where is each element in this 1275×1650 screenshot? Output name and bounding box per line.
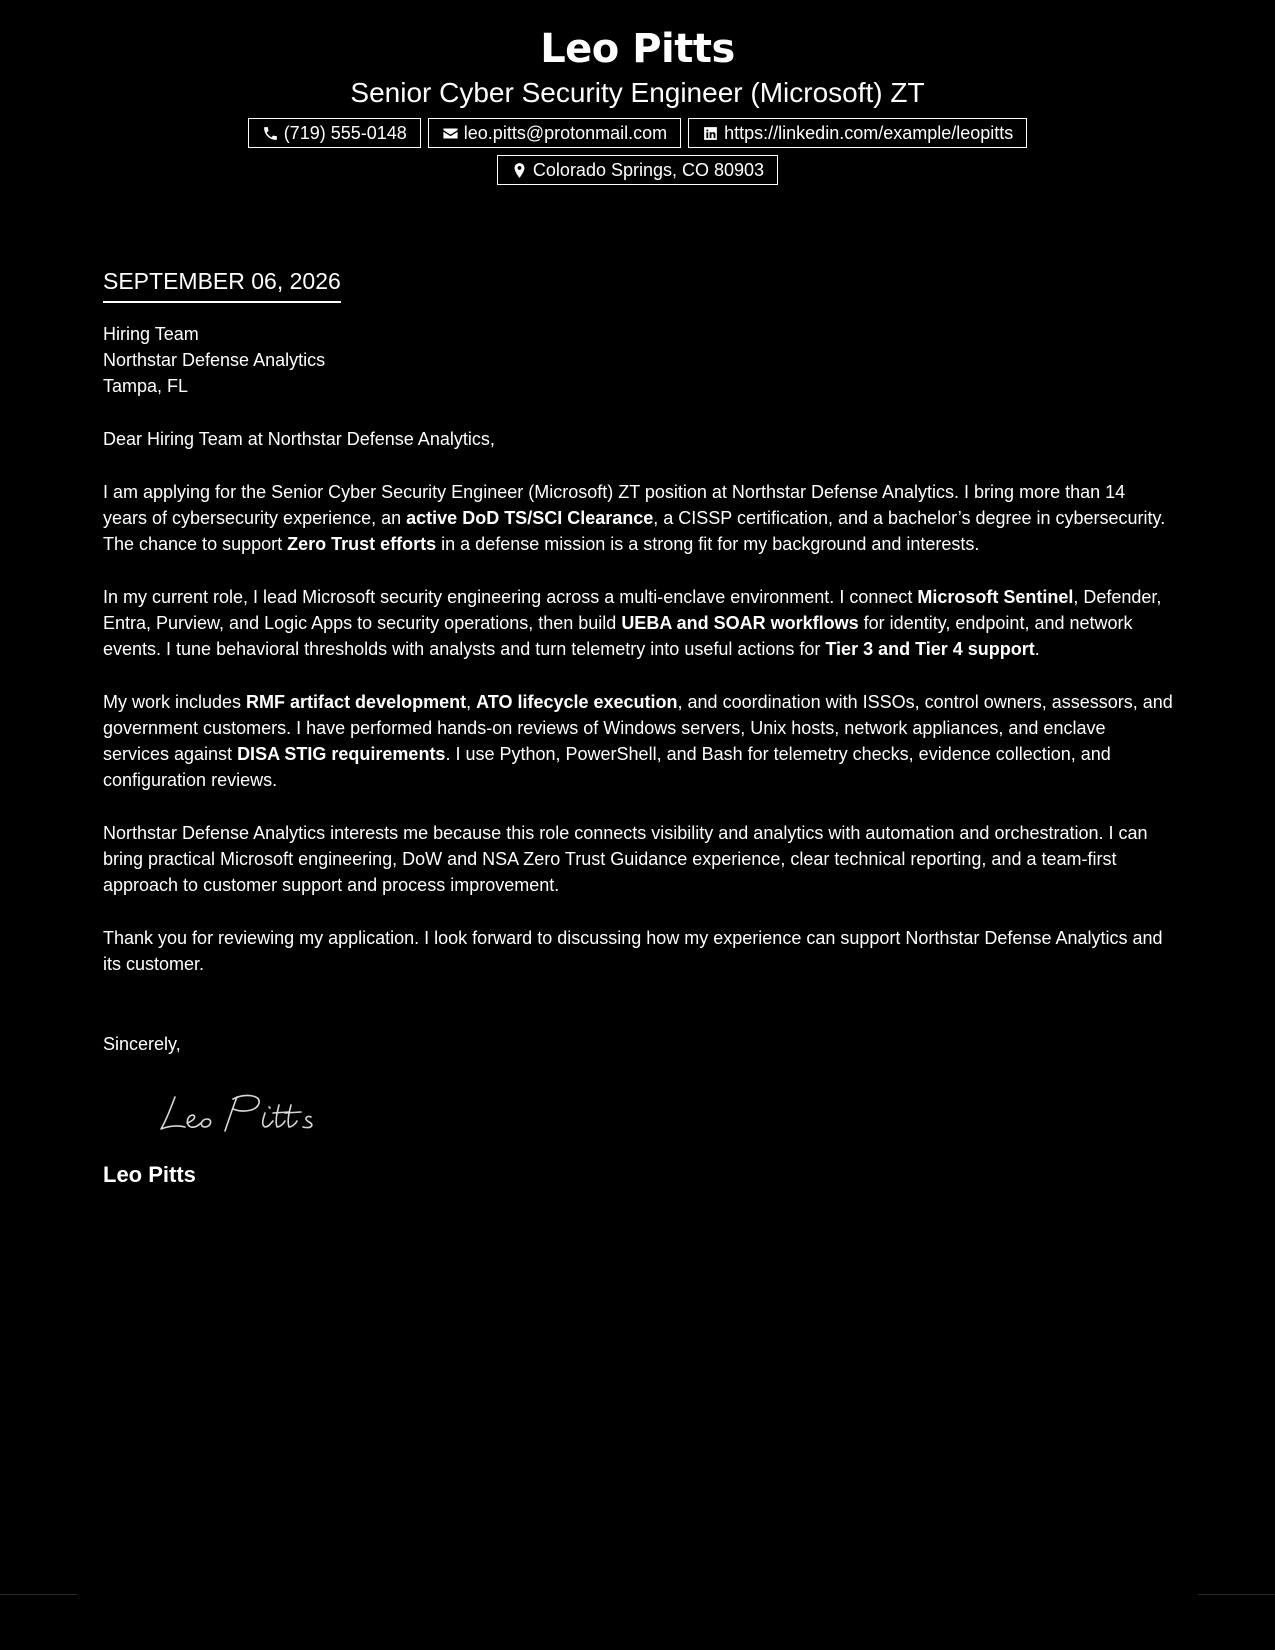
phone-icon [262, 125, 279, 142]
highlight-text: Tier 3 and Tier 4 support [825, 639, 1035, 659]
highlight-text: Zero Trust efforts [287, 534, 437, 554]
paragraph-5 [103, 925, 1173, 977]
paragraph-text: I am applying for the Senior Cyber Security Engineer (Microsoft) ZT position at Northstar Defense Analytics. I bring more than 14 years of cybersecurity experience, an [103, 482, 1126, 528]
signer-name: Leo Pitts [103, 1162, 196, 1187]
paragraph-1 [103, 479, 1173, 557]
salutation: Dear Hiring Team at Northstar Defense Analytics, [103, 429, 495, 449]
paragraph-text: Northstar Defense Analytics interests me because this role connects visibility and analytics with automation and orchestration. I can bring practical Microsoft engineering, DoW and NSA Zero Trust Guidance experience, clear technical reporting, and a team-first approach to customer support and process improvement. [103, 823, 1148, 895]
linkedin-text: https://linkedin.com/example/leopitts [724, 123, 1014, 143]
paragraph-4 [103, 820, 1173, 898]
phone-contact[interactable] [248, 118, 421, 148]
recipient-block [103, 321, 1173, 399]
recipient-line: Hiring Team [103, 324, 199, 344]
signature-image [153, 1085, 333, 1141]
paragraph-3 [103, 689, 1173, 793]
paragraph-text: . [1034, 639, 1040, 659]
email-text: leo.pitts@protonmail.com [463, 123, 668, 143]
paragraph-text: , Defender, Entra, Purview, and Logic Apps to security operations, then build [103, 587, 1162, 633]
location-text: Colorado Springs, CO 80903 [532, 160, 765, 180]
paragraph-2 [103, 584, 1173, 662]
letter-header [0, 0, 1275, 185]
applicant-name: Leo Pitts [540, 26, 735, 72]
highlight-text: DISA STIG requirements [237, 744, 446, 764]
highlight-text: active DoD TS/SCI Clearance [406, 508, 654, 528]
linkedin-icon [702, 125, 719, 142]
letter-body [103, 265, 1173, 1190]
paragraph-text: , [466, 692, 477, 712]
linkedin-contact[interactable] [688, 118, 1027, 148]
paragraph-text: . I use Python, PowerShell, and Bash for telemetry checks, evidence collection, and configuration reviews. [103, 744, 1111, 790]
footer-divider-left [0, 1594, 77, 1595]
recipient-company: Northstar Defense Analytics [103, 350, 326, 370]
paragraph-text: My work includes [103, 692, 247, 712]
highlight-text: ATO lifecycle execution [476, 692, 678, 712]
footer-divider-right [1198, 1594, 1275, 1595]
paragraph-text: , and coordination with ISSOs, control owners, assessors, and government customers. I have performed hands-on reviews of Windows servers, Unix hosts, network appliances, and enclave services against [103, 692, 1173, 764]
letter-date: SEPTEMBER 06, 2026 [103, 265, 341, 303]
contact-row-1 [0, 118, 1275, 148]
paragraph-text: Thank you for reviewing my application. I look forward to discussing how my experience can support Northstar Defense Analytics and its customer. [103, 928, 1163, 974]
recipient-location: Tampa, FL [103, 376, 189, 396]
location-contact [497, 155, 778, 185]
paragraph-text: in a defense mission is a strong fit for my background and interests. [436, 534, 980, 554]
paragraph-text: , a CISSP certification, and a bachelor’s degree in cybersecurity. The chance to support [103, 508, 1166, 554]
applicant-title: Senior Cyber Security Engineer (Microsoft) ZT [350, 77, 925, 108]
highlight-text: UEBA and SOAR workflows [621, 613, 859, 633]
map-pin-icon [511, 162, 528, 179]
phone-text: (719) 555-0148 [283, 123, 407, 143]
paragraph-text: for identity, endpoint, and network events. I tune behavioral thresholds with analysts and turn telemetry into useful actions for [103, 613, 1133, 659]
closing: Sincerely, [103, 1034, 181, 1054]
highlight-text: Microsoft Sentinel [917, 587, 1074, 607]
email-contact[interactable] [428, 118, 681, 148]
contact-row-2 [0, 155, 1275, 185]
paragraph-text: In my current role, I lead Microsoft security engineering across a multi-enclave environment. I connect [103, 587, 918, 607]
envelope-icon [442, 125, 459, 142]
highlight-text: RMF artifact development [246, 692, 467, 712]
